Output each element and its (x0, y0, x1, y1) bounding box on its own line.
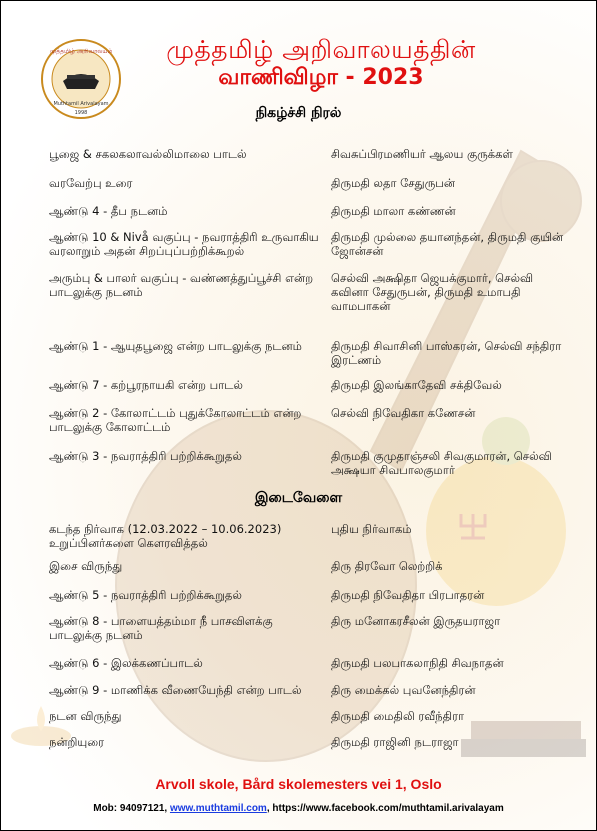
interval-heading: இடைவேளை (254, 490, 343, 506)
item-performer: திருமதி ராஜினி நடராஜா (331, 735, 459, 749)
item-title: வரவேற்பு உரை (49, 176, 133, 190)
item-performer: திருமதி சிவாசினி பாஸ்கரன், செல்வி சந்திரா இரட்ணம் (331, 339, 562, 367)
item-title: ஆண்டு 7 - கற்பூரநாயகி என்ற பாடல் (49, 378, 243, 392)
mobile-number: Mob: 94097121, (93, 803, 170, 814)
item-performer: திரு மைக்கல் புவனேந்திரன் (331, 683, 476, 697)
item-title: இசை விருந்து (49, 559, 123, 573)
item-title: நடன விருந்து (49, 709, 122, 723)
item-title: ஆண்டு 9 - மாணிக்க வீணையேந்தி என்ற பாடல் (49, 683, 302, 697)
item-title: அரும்பு & பாலர் வகுப்பு - வண்ணத்துப்பூச்சி என்ற பாடலுக்கு நடனம் (49, 271, 314, 299)
item-title: ஆண்டு 10 & Nivå வகுப்பு - நவராத்திரி உருவாகிய வரலாறும் அதன் சிறப்புப்பற்றிக்கூறல் (49, 230, 319, 258)
item-performer: திருமதி குமுதாஞ்சலி சிவகுமாரன், செல்வி அக்ஷயா சிவபாலகுமார் (331, 449, 552, 477)
event-subtitle: வாணிவிழா - 2023 (218, 65, 424, 90)
website-link[interactable]: www.muthtamil.com (169, 803, 267, 814)
program-heading: நிகழ்ச்சி நிரல் (255, 105, 342, 121)
venue-text: Arvoll skole, Bård skolemesters vei 1, Oslo (155, 776, 442, 792)
item-performer: திருமதி லதா சேதுருபன் (331, 176, 455, 190)
item-performer: திருமதி பலபாகலாநிதி சிவநாதன் (331, 656, 504, 670)
item-title: பூஜை & சகலகலாவல்லிமாலை பாடல் (49, 147, 247, 161)
item-performer: சிவசுப்பிரமணியர் ஆலய குருக்கள் (331, 147, 513, 161)
item-title: ஆண்டு 1 - ஆயுதபூஜை என்ற பாடலுக்கு நடனம் (49, 339, 302, 353)
item-title: ஆண்டு 3 - நவராத்திரி பற்றிக்கூறுதல் (49, 449, 242, 463)
contact-line (1, 803, 596, 814)
item-title: ஆண்டு 5 - நவராத்திரி பற்றிக்கூறுதல் (49, 588, 242, 602)
item-performer: திரு திரவோ லெற்றிக் (331, 559, 443, 573)
svg-text:முத்தமிழ் அறிவாலயம்: முத்தமிழ் அறிவாலயம் (49, 48, 113, 55)
item-title: ஆண்டு 4 - தீப நடனம் (49, 204, 168, 218)
item-performer: திரு மனோகரசீலன் இருதயராஜா (331, 614, 501, 628)
item-performer: திருமதி மைதிலி ரவீந்திரா (331, 709, 465, 723)
svg-text:1998: 1998 (74, 110, 88, 116)
item-performer: திருமதி நிவேதிதா பிரபாதரன் (331, 588, 485, 602)
item-title: ஆண்டு 8 - பாளையத்தம்மா நீ பாசவிளக்கு பாடலுக்கு நடனம் (49, 614, 273, 642)
item-title: கடந்த நிர்வாக (12.03.2022 – 10.06.2023) உறுப்பினர்களை கௌரவித்தல் (49, 522, 282, 550)
item-performer: செல்வி அக்ஷிதா ஜெயக்குமார், செல்வி கவினா சேதுருபன், திருமதி உமாபதி வாமபாகன் (331, 271, 534, 313)
item-performer: புதிய நிர்வாகம் (331, 522, 412, 536)
item-title: ஆண்டு 6 - இலக்கணப்பாடல் (49, 656, 203, 670)
swastika-pot-watermark (426, 417, 566, 606)
item-performer: திருமதி மாலா கண்ணன் (331, 204, 456, 218)
svg-text:Muthtamil Arivalayam: Muthtamil Arivalayam (53, 101, 109, 107)
item-performer: திருமதி முல்லை தயானந்தன், திருமதி குயின் ஜோன்சன் (331, 230, 564, 258)
item-title: நன்றியுரை (49, 735, 105, 749)
item-performer: செல்வி நிவேதிகா கணேசன் (331, 406, 476, 420)
facebook-url: , https://www.facebook.com/muthtamil.arivalayam (266, 803, 504, 814)
event-title: முத்தமிழ் அறிவாலயத்தின் (166, 35, 476, 64)
item-performer: திருமதி இலங்காதேவி சக்திவேல் (331, 378, 502, 392)
item-title: ஆண்டு 2 - கோலாட்டம் புதுக்கோலாட்டம் என்ற பாடலுக்கு கோலாட்டம் (49, 406, 302, 434)
